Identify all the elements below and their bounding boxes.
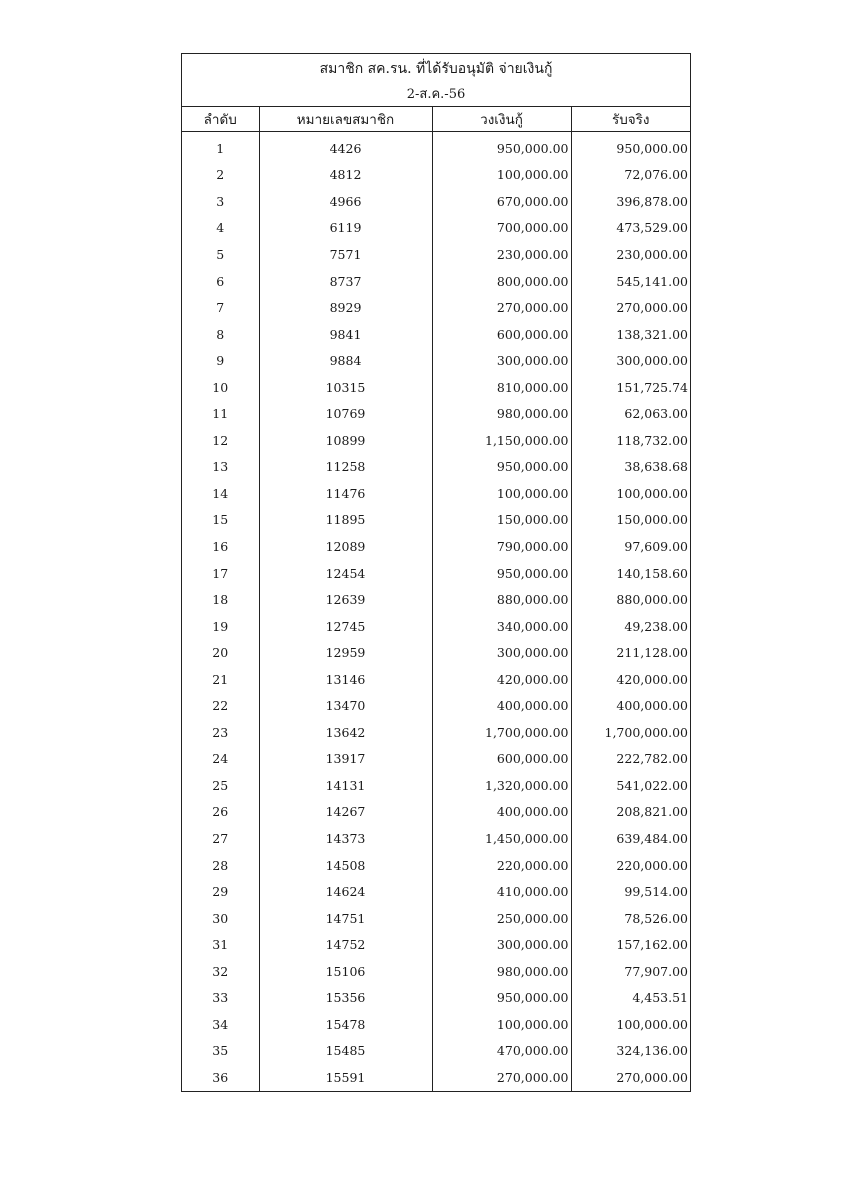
- member-number: 8737: [259, 268, 432, 295]
- row-order: 22: [182, 692, 259, 719]
- loan-approval-sheet: [181, 53, 691, 1092]
- loan-amount: 300,000.00: [432, 931, 571, 958]
- member-number: 10315: [259, 374, 432, 401]
- member-number: 4812: [259, 162, 432, 189]
- row-order: 26: [182, 799, 259, 826]
- table-row: [182, 560, 690, 587]
- table-row: [182, 321, 690, 348]
- table-row: [182, 215, 690, 242]
- member-number: 4426: [259, 132, 432, 162]
- row-order: 34: [182, 1011, 259, 1038]
- received-amount: 4,453.51: [632, 990, 688, 1006]
- loan-amount: 230,000.00: [432, 241, 571, 268]
- table-row: [182, 533, 690, 560]
- loan-amount: 950,000.00: [432, 560, 571, 587]
- loan-amount: 670,000.00: [432, 188, 571, 215]
- document-date: 2-ส.ค.-56: [406, 87, 466, 102]
- loan-amount: 1,450,000.00: [432, 825, 571, 852]
- column-header-received-amount: รับจริง: [571, 107, 690, 132]
- loan-amount: 950,000.00: [432, 985, 571, 1012]
- loan-amount: 420,000.00: [432, 666, 571, 693]
- row-order: 33: [182, 985, 259, 1012]
- table-row: [182, 427, 690, 454]
- loan-amount: 150,000.00: [432, 507, 571, 534]
- received-amount: 97,609.00: [624, 538, 688, 554]
- row-order: 35: [182, 1038, 259, 1065]
- member-number: 14131: [259, 772, 432, 799]
- received-amount: 78,526.00: [624, 910, 688, 926]
- received-amount: 49,238.00: [624, 618, 688, 634]
- member-number: 13470: [259, 692, 432, 719]
- received-amount: 400,000.00: [616, 698, 688, 714]
- received-amount: 270,000.00: [616, 1069, 688, 1085]
- loan-amount: 600,000.00: [432, 321, 571, 348]
- row-order: 14: [182, 480, 259, 507]
- table-row: [182, 931, 690, 958]
- received-amount: 138,321.00: [616, 326, 688, 342]
- member-number: 4966: [259, 188, 432, 215]
- member-number: 11258: [259, 454, 432, 481]
- table-row: [182, 268, 690, 295]
- document-title: สมาชิก สค.รน. ที่ได้รับอนุมัติ จ่ายเงินกู้: [319, 61, 553, 77]
- title-block: [182, 54, 690, 107]
- table-row: [182, 719, 690, 746]
- loan-amount: 300,000.00: [432, 347, 571, 374]
- table-row: [182, 1011, 690, 1038]
- loan-amount: 250,000.00: [432, 905, 571, 932]
- table-row: [182, 132, 690, 162]
- received-amount: 100,000.00: [616, 485, 688, 501]
- member-number: 13642: [259, 719, 432, 746]
- received-amount: 545,141.00: [616, 273, 688, 289]
- received-amount: 62,063.00: [624, 406, 688, 422]
- received-amount: 300,000.00: [616, 353, 688, 369]
- member-number: 8929: [259, 294, 432, 321]
- loan-amount: 100,000.00: [432, 480, 571, 507]
- table-row: [182, 692, 690, 719]
- received-amount: 72,076.00: [624, 167, 688, 183]
- loan-amount: 790,000.00: [432, 533, 571, 560]
- member-number: 11476: [259, 480, 432, 507]
- table-row: [182, 852, 690, 879]
- row-order: 12: [182, 427, 259, 454]
- received-amount: 77,907.00: [624, 963, 688, 979]
- received-amount: 220,000.00: [616, 857, 688, 873]
- loan-amount: 880,000.00: [432, 586, 571, 613]
- loan-amount: 980,000.00: [432, 400, 571, 427]
- member-number: 9841: [259, 321, 432, 348]
- received-amount: 420,000.00: [616, 671, 688, 687]
- member-number: 15591: [259, 1064, 432, 1091]
- loan-amount: 340,000.00: [432, 613, 571, 640]
- received-amount: 230,000.00: [616, 246, 688, 262]
- row-order: 32: [182, 958, 259, 985]
- member-number: 12959: [259, 639, 432, 666]
- row-order: 2: [182, 162, 259, 189]
- row-order: 16: [182, 533, 259, 560]
- member-number: 12745: [259, 613, 432, 640]
- table-row: [182, 374, 690, 401]
- member-number: 13917: [259, 746, 432, 773]
- row-order: 23: [182, 719, 259, 746]
- member-number: 15485: [259, 1038, 432, 1065]
- table-row: [182, 825, 690, 852]
- member-number: 14267: [259, 799, 432, 826]
- member-number: 9884: [259, 347, 432, 374]
- table-row: [182, 799, 690, 826]
- received-amount: 118,732.00: [616, 432, 688, 448]
- loan-amount: 950,000.00: [432, 132, 571, 162]
- table-row: [182, 480, 690, 507]
- row-order: 9: [182, 347, 259, 374]
- loan-amount: 800,000.00: [432, 268, 571, 295]
- column-header-order: ลำดับ: [182, 107, 259, 132]
- received-amount: 324,136.00: [616, 1043, 688, 1059]
- loan-amount: 100,000.00: [432, 1011, 571, 1038]
- row-order: 1: [182, 132, 259, 162]
- row-order: 8: [182, 321, 259, 348]
- member-number: 6119: [259, 215, 432, 242]
- received-amount: 150,000.00: [616, 512, 688, 528]
- row-order: 6: [182, 268, 259, 295]
- table-row: [182, 772, 690, 799]
- member-number: 11895: [259, 507, 432, 534]
- loan-amount: 600,000.00: [432, 746, 571, 773]
- row-order: 25: [182, 772, 259, 799]
- loan-amount: 100,000.00: [432, 162, 571, 189]
- table-row: [182, 878, 690, 905]
- loan-amount: 470,000.00: [432, 1038, 571, 1065]
- member-number: 10899: [259, 427, 432, 454]
- table-row: [182, 188, 690, 215]
- received-amount: 880,000.00: [616, 592, 688, 608]
- member-number: 12454: [259, 560, 432, 587]
- loan-amount: 410,000.00: [432, 878, 571, 905]
- header-row: [182, 107, 690, 132]
- table-row: [182, 958, 690, 985]
- table-row: [182, 347, 690, 374]
- loan-amount: 1,320,000.00: [432, 772, 571, 799]
- loan-amount: 400,000.00: [432, 692, 571, 719]
- table-row: [182, 613, 690, 640]
- received-amount: 396,878.00: [616, 193, 688, 209]
- received-amount: 1,700,000.00: [604, 724, 688, 740]
- loan-amount: 270,000.00: [432, 1064, 571, 1091]
- member-number: 14508: [259, 852, 432, 879]
- received-amount: 473,529.00: [616, 220, 688, 236]
- row-order: 4: [182, 215, 259, 242]
- member-number: 14752: [259, 931, 432, 958]
- loan-table: [182, 107, 690, 1091]
- row-order: 36: [182, 1064, 259, 1091]
- received-amount: 208,821.00: [616, 804, 688, 820]
- received-amount: 157,162.00: [616, 937, 688, 953]
- member-number: 15106: [259, 958, 432, 985]
- received-amount: 639,484.00: [616, 830, 688, 846]
- table-row: [182, 294, 690, 321]
- table-row: [182, 586, 690, 613]
- received-amount: 38,638.68: [624, 459, 688, 475]
- table-row: [182, 1038, 690, 1065]
- row-order: 7: [182, 294, 259, 321]
- row-order: 15: [182, 507, 259, 534]
- received-amount: 100,000.00: [616, 1016, 688, 1032]
- received-amount: 99,514.00: [624, 884, 688, 900]
- received-amount: 270,000.00: [616, 300, 688, 316]
- table-row: [182, 507, 690, 534]
- loan-amount: 400,000.00: [432, 799, 571, 826]
- row-order: 11: [182, 400, 259, 427]
- member-number: 7571: [259, 241, 432, 268]
- loan-amount: 980,000.00: [432, 958, 571, 985]
- member-number: 14624: [259, 878, 432, 905]
- loan-amount: 220,000.00: [432, 852, 571, 879]
- member-number: 13146: [259, 666, 432, 693]
- row-order: 30: [182, 905, 259, 932]
- member-number: 14751: [259, 905, 432, 932]
- member-number: 15356: [259, 985, 432, 1012]
- table-row: [182, 1064, 690, 1091]
- received-amount: 211,128.00: [616, 645, 688, 661]
- table-row: [182, 905, 690, 932]
- row-order: 18: [182, 586, 259, 613]
- loan-amount: 1,700,000.00: [432, 719, 571, 746]
- row-order: 19: [182, 613, 259, 640]
- column-header-member-number: หมายเลขสมาชิก: [259, 107, 432, 132]
- table-row: [182, 666, 690, 693]
- row-order: 5: [182, 241, 259, 268]
- table-row: [182, 746, 690, 773]
- loan-amount: 300,000.00: [432, 639, 571, 666]
- member-number: 12639: [259, 586, 432, 613]
- table-body: [182, 132, 690, 1091]
- member-number: 12089: [259, 533, 432, 560]
- row-order: 20: [182, 639, 259, 666]
- received-amount: 541,022.00: [616, 777, 688, 793]
- member-number: 14373: [259, 825, 432, 852]
- loan-amount: 1,150,000.00: [432, 427, 571, 454]
- loan-amount: 270,000.00: [432, 294, 571, 321]
- loan-amount: 810,000.00: [432, 374, 571, 401]
- row-order: 10: [182, 374, 259, 401]
- row-order: 3: [182, 188, 259, 215]
- received-amount: 950,000.00: [616, 140, 688, 156]
- row-order: 28: [182, 852, 259, 879]
- received-amount: 222,782.00: [616, 751, 688, 767]
- row-order: 17: [182, 560, 259, 587]
- row-order: 21: [182, 666, 259, 693]
- table-row: [182, 639, 690, 666]
- table-row: [182, 400, 690, 427]
- loan-amount: 950,000.00: [432, 454, 571, 481]
- row-order: 24: [182, 746, 259, 773]
- table-row: [182, 454, 690, 481]
- table-row: [182, 241, 690, 268]
- row-order: 29: [182, 878, 259, 905]
- received-amount: 151,725.74: [616, 379, 688, 395]
- member-number: 10769: [259, 400, 432, 427]
- row-order: 31: [182, 931, 259, 958]
- column-header-loan-amount: วงเงินกู้: [432, 107, 571, 132]
- table-row: [182, 162, 690, 189]
- member-number: 15478: [259, 1011, 432, 1038]
- loan-amount: 700,000.00: [432, 215, 571, 242]
- row-order: 13: [182, 454, 259, 481]
- table-row: [182, 985, 690, 1012]
- received-amount: 140,158.60: [616, 565, 688, 581]
- row-order: 27: [182, 825, 259, 852]
